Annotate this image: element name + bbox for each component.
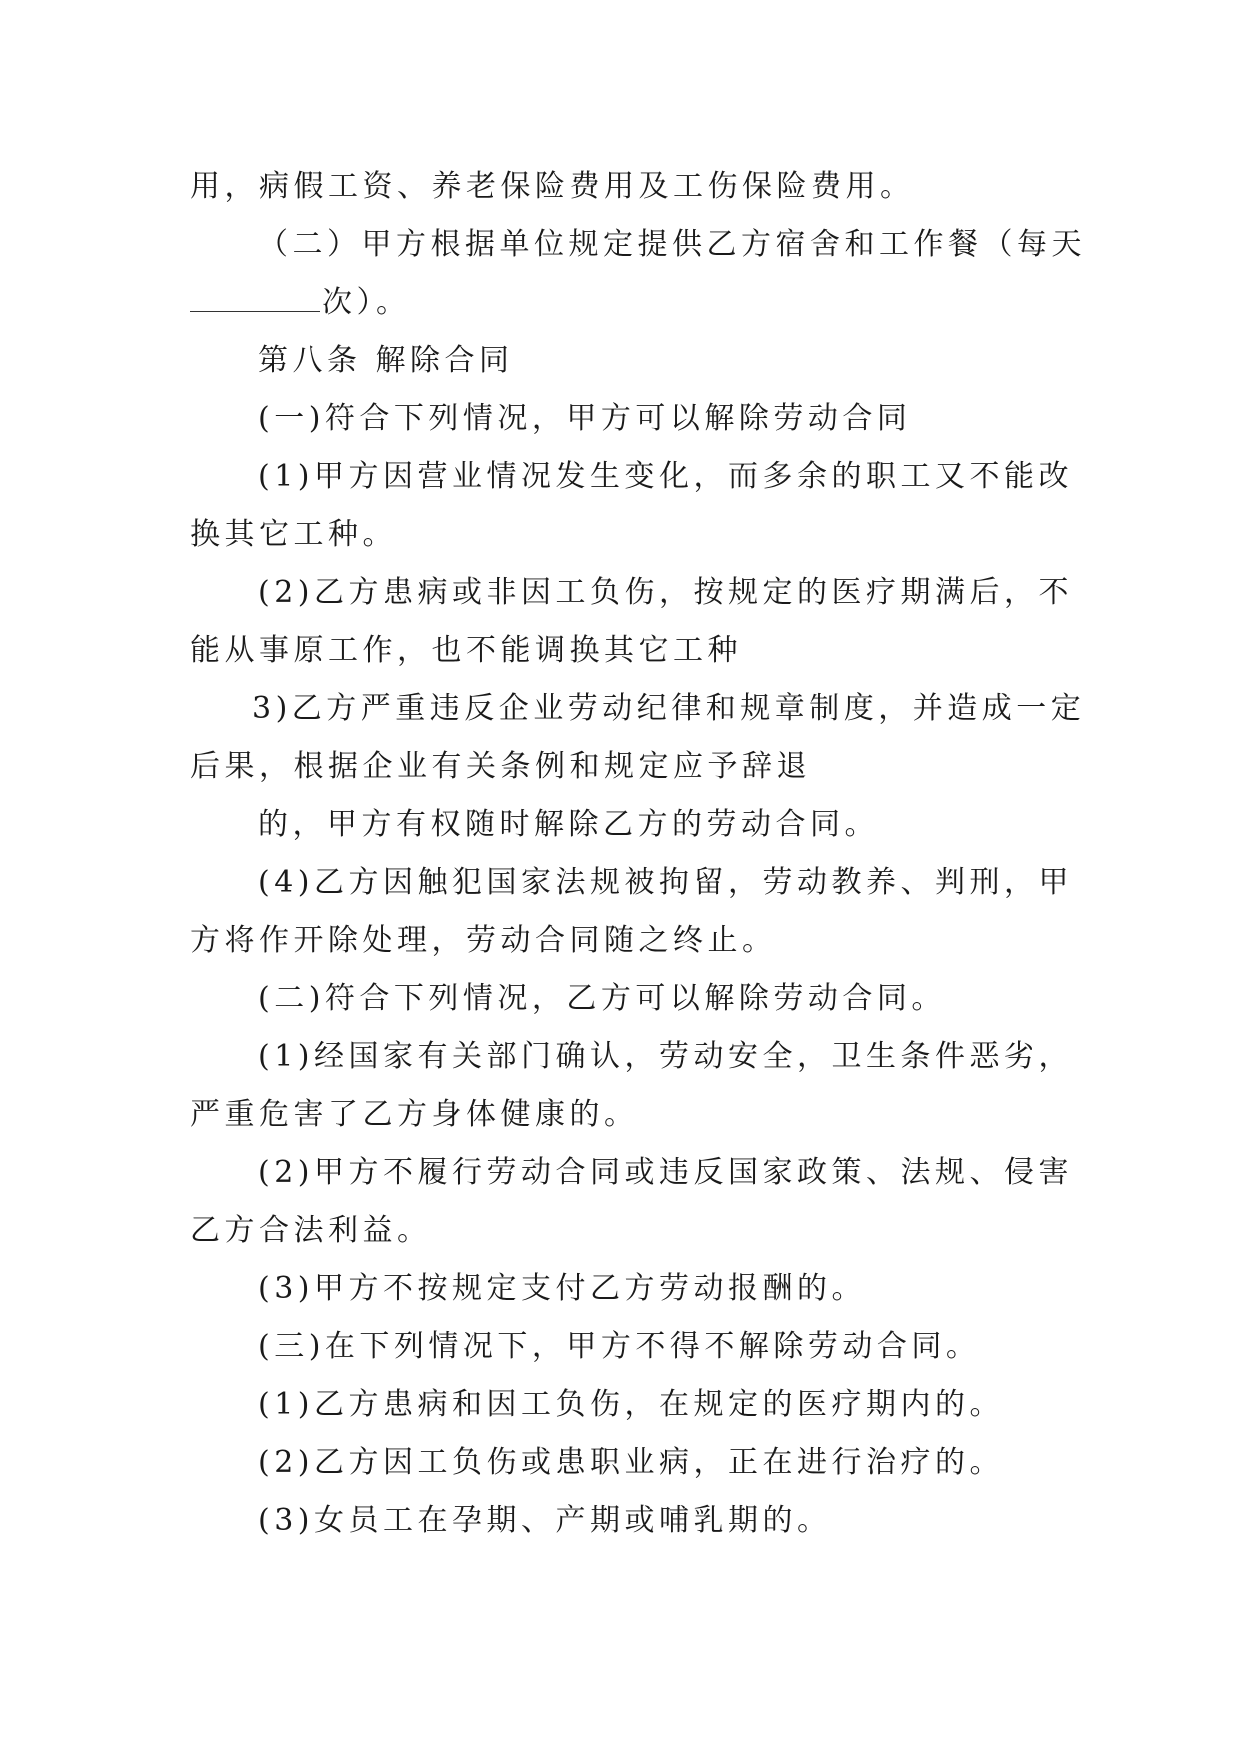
text-line: (1)经国家有关部门确认，劳动安全，卫生条件恶劣，: [258, 1039, 1073, 1074]
text-line: (4)乙方因触犯国家法规被拘留，劳动教养、判刑，甲: [258, 865, 1073, 900]
text-line: (2)甲方不履行劳动合同或违反国家政策、法规、侵害: [258, 1155, 1073, 1190]
text-line: （二）甲方根据单位规定提供乙方宿舍和工作餐（每天: [258, 227, 1086, 262]
text-line: 后果，根据企业有关条例和规定应予辞退: [190, 749, 811, 784]
text-line: (1)乙方患病和因工负伤，在规定的医疗期内的。: [258, 1387, 1004, 1422]
text-line: 乙方合法利益。: [190, 1213, 432, 1248]
text-line: (1)甲方因营业情况发生变化，而多余的职工又不能改: [258, 459, 1073, 494]
text-line: (3)女员工在孕期、产期或哺乳期的。: [258, 1503, 832, 1538]
text-line: 3)乙方严重违反企业劳动纪律和规章制度，并造成一定: [252, 691, 1086, 726]
text-line: (二)符合下列情况，乙方可以解除劳动合同。: [258, 981, 946, 1016]
text-line: 严重危害了乙方身体健康的。: [190, 1097, 639, 1132]
text-line: (2)乙方患病或非因工负伤，按规定的医疗期满后，不: [258, 575, 1073, 610]
fill-in-blank: [190, 285, 320, 312]
text-line: 换其它工种。: [190, 517, 397, 552]
document-page: [190, 158, 1086, 1550]
text-line: (三)在下列情况下，甲方不得不解除劳动合同。: [258, 1329, 981, 1364]
text-line: [190, 274, 1052, 332]
text-line: 能从事原工作，也不能调换其它工种: [190, 633, 742, 668]
text-line: (一)符合下列情况，甲方可以解除劳动合同: [258, 401, 912, 436]
blank-suffix: 次）。: [322, 285, 411, 320]
section-heading: 第八条 解除合同: [258, 343, 514, 378]
text-line: (3)甲方不按规定支付乙方劳动报酬的。: [258, 1271, 866, 1306]
text-line: (2)乙方因工负伤或患职业病，正在进行治疗的。: [258, 1445, 1004, 1480]
text-line: 的，甲方有权随时解除乙方的劳动合同。: [258, 807, 879, 842]
text-line: 用，病假工资、养老保险费用及工伤保险费用。: [190, 169, 915, 204]
text-line: 方将作开除处理，劳动合同随之终止。: [190, 923, 777, 958]
